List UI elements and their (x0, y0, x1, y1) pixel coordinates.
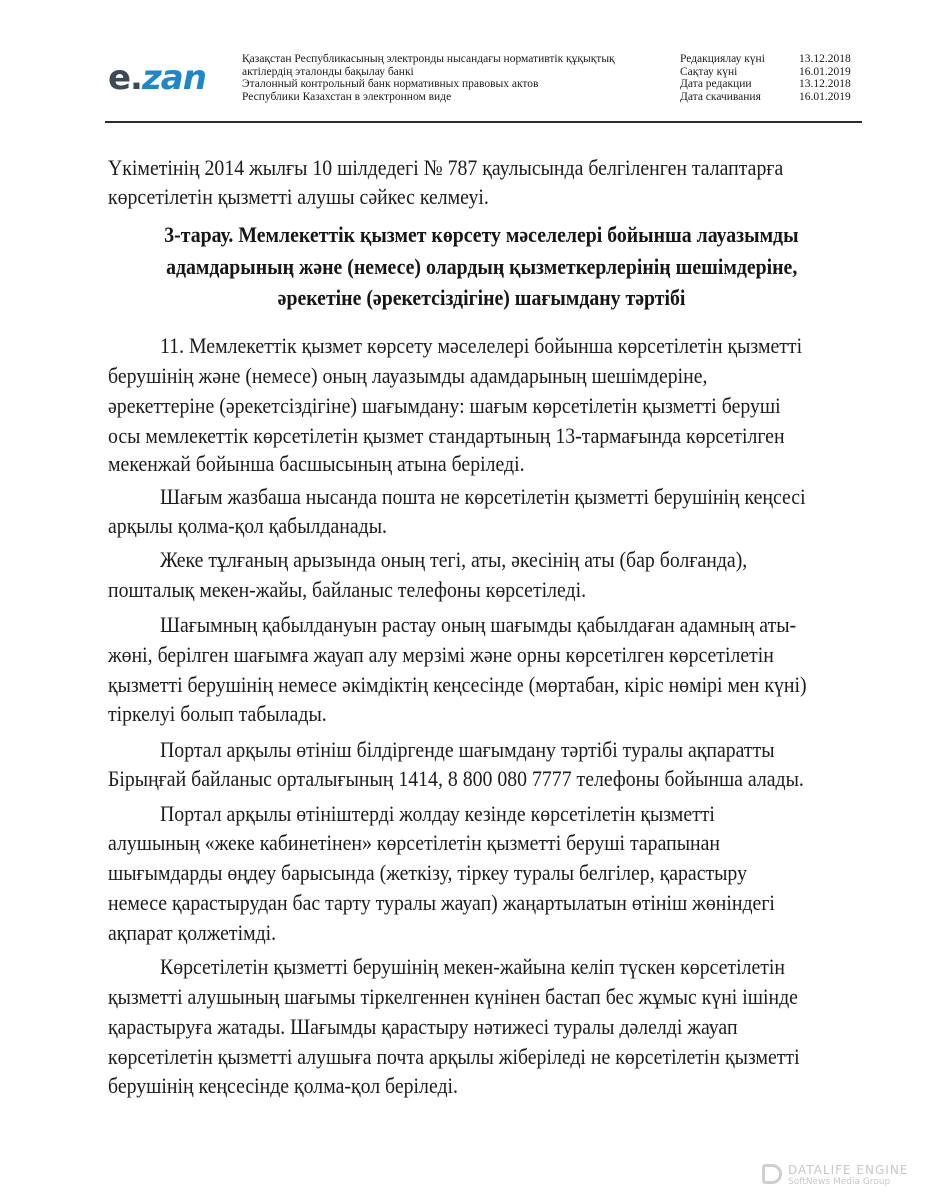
ezan-logo (108, 58, 206, 98)
meta-label: Дата скачивания (680, 90, 761, 103)
datalife-logo-icon (762, 1164, 782, 1184)
paragraph-line: 11. Мемлекеттік қызмет көрсету мәселелері бойынша көрсетілетін қызметті (160, 333, 803, 358)
header-description-line: Қазақстан Республикасының электронды нысандағы нормативтік құқықтық (242, 53, 615, 65)
paragraph-line: берушінің және (немесе) оның лауазымды адамдарының шешімдеріне, (108, 363, 708, 388)
datalife-engine-watermark (762, 1160, 922, 1194)
paragraph-line: арқылы қолма-қол қабылданады. (108, 513, 387, 538)
paragraph-line: Үкіметінің 2014 жылғы 10 шілдедегі № 787 қаулысында белгіленген талаптарға (108, 155, 784, 180)
paragraph-line: Көрсетілетін қызметті берушінің мекен-жайына келіп түскен көрсетілетін (160, 954, 786, 979)
paragraph-line: мекенжай бойынша басшысының атына беріледі. (108, 451, 525, 476)
header-description (242, 53, 615, 103)
paragraph-line: алушының «жеке кабинетінен» көрсетілетін қызметті беруші тарапынан (108, 830, 720, 855)
paragraph-line: Бірыңғай байланыс орталығының 1414, 8 800 080 7777 телефоны бойынша алады. (108, 766, 804, 791)
chapter-heading-line: 3-тарау. Мемлекеттік қызмет көрсету мәселелері бойынша лауазымды (163, 222, 799, 247)
header-description-line: Республики Казахстан в электронном виде (242, 90, 452, 103)
paragraph-line: жөні, берілген шағымға жауап алу мерзімі және орны көрсетілген көрсетілетін (108, 642, 774, 667)
paragraph-line: осы мемлекеттік көрсетілетін қызмет стандартының 13-тармағында көрсетілген (108, 423, 785, 448)
paragraph-line: пошталық мекен-жайы, байланыс телефоны көрсетіледі. (108, 577, 587, 602)
chapter-heading-line: адамдарының және (немесе) олардың қызметкерлерінің шешімдеріне, (165, 254, 797, 279)
meta-label: Редакциялау күні (680, 53, 765, 65)
paragraph-line: әрекеттеріне (әрекетсіздігіне) шағымдану: шағым көрсетілетін қызметті беруші (108, 393, 781, 418)
paragraph-line: тіркелуі болып табылады. (108, 701, 327, 726)
logo-prefix: e. (108, 58, 142, 98)
watermark-title: DATALIFE ENGINE (788, 1163, 909, 1177)
paragraph-line: немесе қарастырудан бас тарту туралы жауап) жаңартылатын өтініш жөніндегі (108, 890, 775, 915)
paragraph-line: берушінің кеңсесінде қолма-қол беріледі. (108, 1073, 459, 1098)
paragraph-line: Портал арқылы өтініш білдіргенде шағымдану тәртібі туралы ақпаратты (160, 737, 775, 762)
paragraph-line: Портал арқылы өтініштерді жолдау кезінде көрсетілетін қызметті (160, 801, 715, 826)
chapter-heading-line: әрекетіне (әрекетсіздігіне) шағымдану тәртібі (277, 285, 685, 310)
paragraph-line: қарастыруға жатады. Шағымды қарастыру нәтижесі туралы дәлелді жауап (108, 1014, 738, 1039)
logo-suffix: zan (141, 58, 206, 98)
header-description-line: актілердің эталонды бақылау банкі (242, 65, 414, 78)
header-divider (105, 121, 862, 123)
paragraph-line: қызметті алушының шағымы тіркелгеннен күнінен бастап бес жұмыс күні ішінде (108, 984, 798, 1009)
paragraph-line: шығымдарды өңдеу барысында (жеткізу, тіркеу туралы белгілер, қарастыру (108, 860, 747, 885)
meta-label: Сақтау күні (680, 65, 738, 78)
meta-value: 13.12.2018 (799, 78, 851, 91)
paragraph-line: қызметті берушінің немесе әкімдіктің кеңсесінде (мөртабан, кіріс нөмірі мен күні) (108, 672, 807, 697)
paragraph-line: ақпарат қолжетімді. (108, 920, 277, 945)
meta-value: 13.12.2018 (799, 53, 851, 65)
meta-label: Дата редакции (680, 78, 752, 91)
meta-value: 16.01.2019 (799, 90, 851, 103)
paragraph-line: Жеке тұлғаның арызында оның тегі, аты, әкесінің аты (бар болғанда), (160, 547, 748, 572)
watermark-subtitle: SoftNews Media Group (788, 1177, 891, 1187)
paragraph-line: Шағым жазбаша нысанда пошта не көрсетілетін қызметті берушінің кеңсесі (160, 484, 806, 509)
meta-value: 16.01.2019 (799, 65, 851, 78)
header-description-line: Эталонный контрольный банк нормативных правовых актов (242, 78, 539, 91)
paragraph-line: көрсетілетін қызметті алушы сәйкес келмеуі. (108, 184, 489, 209)
paragraph-line: көрсетілетін қызметті алушыға почта арқылы жіберіледі не көрсетілетін қызметті (108, 1044, 800, 1069)
paragraph-line: Шағымның қабылдануын растау оның шағымды қабылдаған адамның аты- (160, 612, 797, 637)
